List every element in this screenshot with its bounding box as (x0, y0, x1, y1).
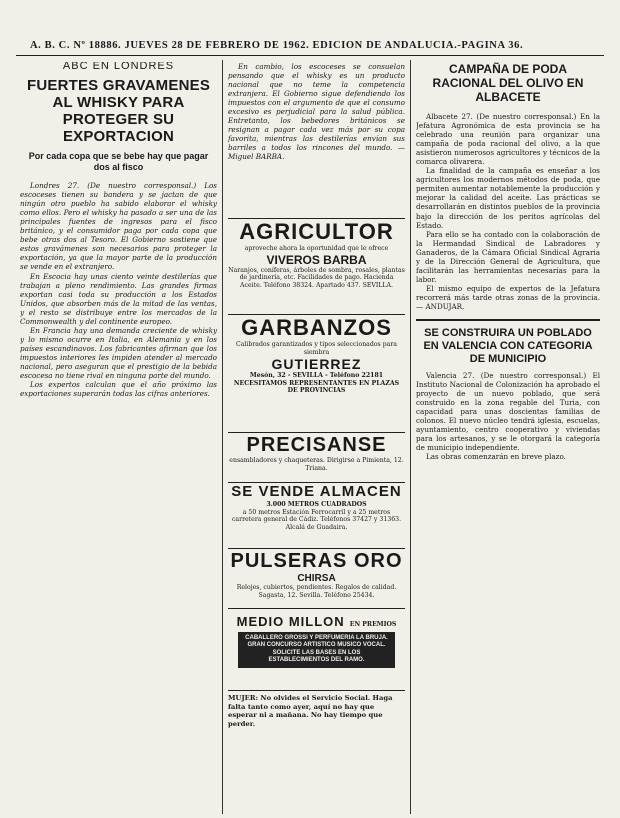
paragraph: Valencia 27. (De nuestro corresponsal.) El Instituto Nacional de Colonización ha aprobado el proyecto de un nuevo poblado, que será construido en la zona regable del Turia, con capacidad para unas doscientas familias de colonos. El nuevo núcleo tendrá iglesia, escuelas, ayuntamiento, centro cooperativo y viviendas para los artesanos, y se le otorgará la categoría de municipio independiente. (416, 370, 600, 452)
paragraph: Las obras comenzarán en breve plazo. (426, 451, 566, 461)
article-title: CAMPAÑA DE PODA RACIONAL DEL OLIVO EN ALBACETE (432, 62, 584, 104)
ad-title: GARBANZOS (241, 315, 392, 340)
ad-garbanzos (228, 314, 405, 429)
middle-column-text (228, 62, 405, 212)
ad-mujer (228, 690, 405, 815)
column-divider (410, 60, 411, 814)
paragraph: En Francia hay una demanda creciente de whisky y lo mismo ocurre en Italia, en Alemania y en los países escandinavos. Los fabricantes afirman que los impuestos interiores les impiden atender al mercado nacional, pero aseguran que el prestigio de la bebida escocesa no tiene rival en ninguna parte del mundo. (20, 325, 217, 381)
right-column (416, 62, 600, 814)
paragraph: En Escocia hay unas ciento veinte destilerías que trabajan a pleno rendimiento. Las grandes firmas exportan casi toda su producción a los Estados Unidos, que absorben más de la mitad de las ventas, y el resto se distribuye entre los mercados de la Commonwealth y del continente europeo. (20, 271, 217, 326)
ad-pulseras (228, 548, 405, 605)
ad-medio-millon (228, 608, 405, 687)
ad-address: Mesón, 32 - SEVILLA - Teléfono 22181 (249, 372, 384, 380)
ad-side: EN PREMIOS (349, 621, 397, 628)
paragraph: Londres 27. (De nuestro corresponsal.) Los escoceses tienen su bandera y se jactan de que ningún otro pueblo ha sabido elaborar el whisky como ellos. Pero el whisky ha pasado a ser una de las principales fuentes de ingresos para el fisco británico, y el consumidor paga por cada copa que bebe otras dos al Tesoro. El Gobierno sostiene que estos gravámenes son necesarios para proteger la exportación, ya que la mayor parte de la producción se vende en el extranjero. (20, 181, 217, 272)
paragraph: Albacete 27. (De nuestro corresponsal.) En la Jefatura Agronómica de esta provincia se ha celebrado una reunión para organizar una campaña de poda racional del olivo, a la que asistieron numerosos agricultores y técnicos de la comarca olivarera. (416, 112, 600, 167)
article-title: SE CONSTRUIRA UN POBLADO EN VALENCIA CON CATEGORIA DE MUNICIPIO (423, 326, 593, 365)
paragraph: Para ello se ha contado con la colaboración de la Hermandad Sindical de Labradores y Ganaderos, de la Cámara Oficial Sindical Agraria y de la Dirección General de Agricultura, que facilitarán las herramientas necesarias para la labor. (416, 229, 600, 284)
paragraph: En cambio, los escoceses se consuelan pensando que el whisky es un producto nacional que no teme la competencia extranjera. El Gobierno sigue defendiendo los impuestos con el argumento de que el consumo excesivo es perjudicial para la salud pública. Entretanto, los bebedores británicos se resignan a pagar cada vez más por su copa favorita, mientras las destilerías envían sus barriles a todos los rincones del mundo. — Miguel BARBA. (228, 62, 405, 162)
article-subtitle: Por cada copa que se bebe hay que pagar dos al fisco (28, 151, 209, 173)
left-column (20, 62, 217, 814)
ad-title: AGRICULTOR (239, 219, 394, 244)
ad-text: ensambladores y chaqueteras. Dirigirse a Pimienta, 12. Triana. (229, 457, 404, 472)
paragraph: Los expertos calculan que el año próximo las exportaciones superarán todas las cifras anteriores. (20, 380, 217, 399)
ad-notice: NECESITAMOS REPRESENTANTES EN PLAZAS DE PROVINCIAS (233, 379, 400, 395)
section-label: ABC EN LONDRES (62, 62, 175, 72)
ad-contest-box: CABALLERO GROSSI Y PERFUMERIA LA BRUJA. GRAN CONCURSO ARTISTICO MUSICO VOCAL. SOLICITE LAS BASES EN LOS ESTABLECIMIENTOS DEL RAMO. (238, 632, 395, 668)
ad-title: SE VENDE ALMACEN (231, 483, 402, 500)
ad-almacen (228, 482, 405, 545)
paragraph: El mismo equipo de expertos de la Jefatura recorrerá más tarde otras zonas de la provincia. — ANDUJAR. (416, 283, 600, 311)
ad-line: aproveche ahora la oportunidad que le ofrece (244, 245, 389, 252)
ad-text: Relojes, cubiertos, pendientes. Regalos de calidad. Sagasta, 12. Sevilla. Teléfono 25434. (236, 584, 397, 599)
page-header: A. B. C. Nº 18886. JUEVES 28 DE FEBRERO DE 1962. EDICION DE ANDALUCIA.-PAGINA 36. (30, 40, 524, 51)
article-title: FUERTES GRAVAMENES AL WHISKY PARA PROTEGER SU EXPORTACION (26, 77, 211, 146)
article-divider (416, 319, 600, 321)
ad-title: PRECISANSE (246, 434, 387, 456)
ad-brand: VIVEROS BARBA (266, 252, 367, 267)
ad-precisanse (228, 432, 405, 479)
header-rule (16, 55, 604, 56)
ad-brand: CHIRSA (297, 573, 336, 584)
ad-brand: GUTIERREZ (271, 356, 362, 373)
ad-title: PULSERAS ORO (230, 550, 403, 572)
ad-agricultor (228, 218, 405, 311)
column-divider (222, 60, 223, 814)
ad-subtitle: 3.000 METROS CUADRADOS (266, 501, 367, 508)
ad-title: MEDIO MILLON (236, 614, 345, 629)
ad-text: MUJER: No olvides el Servicio Social. Haga falta tanto como ayer, aquí no hay que esperar ni a mañana. No hay tiempo que perder. (228, 694, 393, 728)
ad-line: Calibrados garantizados y tipos seleccionados para siembra (235, 341, 397, 356)
ad-text: Naranjos, coníferas, árboles de sombra, rosales, plantas de jardinería, etc. Facilidades de pago. Hacienda Aceite. Teléfono 38324. Apartado 437. SEVILLA. (228, 266, 405, 289)
paragraph: La finalidad de la campaña es enseñar a los agricultores los modernos métodos de poda, que permiten aumentar notablemente la producción y mejorar la calidad del aceite. Las prácticas se desarrollarán en distintos pueblos de la provincia bajo la dirección de los peritos agrícolas del Estado. (416, 166, 600, 230)
ad-text: a 50 metros Estación Ferrocarril y a 25 metros carretera general de Cádiz. Teléfonos 37427 y 31363. Alcalá de Guadaira. (231, 508, 402, 531)
